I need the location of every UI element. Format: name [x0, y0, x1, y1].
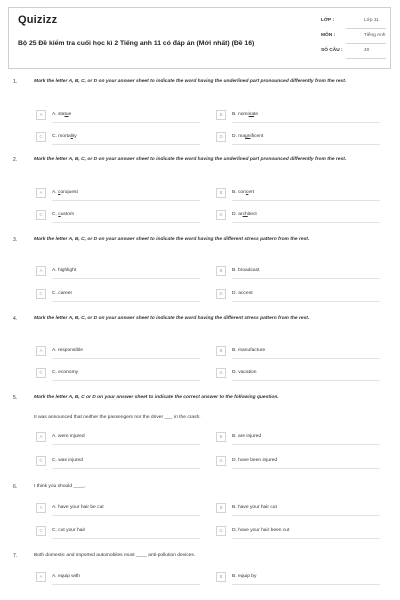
option-text-pre: C. was injured: [52, 458, 83, 463]
option-text-underlined: c: [58, 212, 61, 217]
option-text: [232, 528, 289, 533]
option-letter-box[interactable]: A: [36, 572, 46, 582]
option-text-pre: B. equip by: [232, 574, 257, 579]
option-text: [52, 458, 83, 463]
option-letter-box[interactable]: D: [216, 368, 226, 378]
question-number: 5.: [13, 395, 18, 401]
question-prompt: I think you should ____.: [34, 484, 86, 489]
option-text-pre: C. cut your hair: [52, 528, 86, 533]
question-number: 1.: [13, 79, 18, 85]
option-letter-box[interactable]: B: [216, 266, 226, 276]
option-text-underlined: gn: [245, 134, 251, 139]
option-text: [232, 574, 256, 579]
option-text-post: ty: [72, 134, 77, 139]
option-letter-box[interactable]: A: [36, 266, 46, 276]
option-underline: [52, 358, 200, 359]
option-letter-box[interactable]: B: [216, 432, 226, 442]
meta-divider: [346, 43, 386, 44]
question-prompt: Mark the letter A, B, C, or D on your answer sheet to indicate the word having the underlined part pronounced differently from the rest.: [34, 157, 347, 162]
option-letter-box[interactable]: D: [216, 526, 226, 536]
option-text: [52, 291, 72, 296]
question-prompt: Mark the letter A, B, C, or D on your answer sheet to indicate the word having the different stress pattern from the rest.: [34, 237, 310, 242]
option-underline: [52, 515, 200, 516]
option-letter-box[interactable]: D: [216, 132, 226, 142]
option-text: [232, 505, 277, 510]
option-underline: [232, 122, 380, 123]
option-underline: [52, 538, 200, 539]
option-letter-box[interactable]: C: [36, 210, 46, 220]
option-text: [52, 348, 83, 353]
option-letter-box[interactable]: B: [216, 572, 226, 582]
option-text-post: itect: [247, 212, 257, 217]
question-prompt: Both domestic and imported automobiles must ____ anti-pollution devices.: [34, 553, 196, 558]
option-text-pre: B. manufacture: [232, 348, 266, 353]
option-underline: [232, 301, 380, 302]
option-underline: [232, 584, 380, 585]
option-text-pre: C. morta: [52, 134, 71, 139]
option-text: [232, 134, 263, 139]
meta-subject-label: MÔN :: [321, 33, 336, 38]
option-letter-box[interactable]: C: [36, 368, 46, 378]
option-letter-box[interactable]: C: [36, 526, 46, 536]
option-text-pre: D. ar: [232, 212, 243, 217]
option-text: [52, 268, 76, 273]
option-text-pre: D. vacation: [232, 370, 257, 375]
question-number: 4.: [13, 316, 18, 322]
option-text: [52, 112, 71, 117]
option-text-pre: C. economy: [52, 370, 79, 375]
option-text-post: ificent: [250, 134, 264, 139]
meta-divider: [346, 58, 386, 59]
option-underline: [232, 515, 380, 516]
option-underline: [232, 468, 380, 469]
option-text-pre: D. ma: [232, 134, 246, 139]
option-letter-box[interactable]: A: [36, 110, 46, 120]
option-letter-box[interactable]: C: [36, 456, 46, 466]
option-text-underlined: c: [57, 190, 61, 195]
meta-subject-value: Tiếng Anh: [364, 33, 386, 38]
option-letter-box[interactable]: B: [216, 188, 226, 198]
option-letter-box[interactable]: B: [216, 503, 226, 513]
question-prompt: Mark the letter A, B, C or D on your answer sheet to indicate the correct answer to the following question.: [34, 395, 279, 400]
option-underline: [52, 584, 200, 585]
meta-count-label: SỐ CÂU :: [321, 48, 343, 53]
option-letter-box[interactable]: D: [216, 289, 226, 299]
option-text-pre: C.: [52, 212, 59, 217]
option-text-pre: A. sta: [52, 112, 65, 117]
option-text-pre: A.: [52, 190, 58, 195]
option-text-pre: D. have been injured: [232, 458, 278, 463]
option-underline: [52, 144, 200, 145]
question-sentence: It was announced that neither the passengers nor the driver ___ in the crash.: [34, 415, 201, 420]
option-text: [52, 505, 104, 510]
option-text-pre: B. have your hair cut: [232, 505, 277, 510]
option-text-post: te: [254, 112, 259, 117]
option-underline: [52, 222, 200, 223]
option-text-pre: B. are injured: [232, 434, 262, 439]
option-text: [52, 574, 80, 579]
option-underline: [232, 380, 380, 381]
option-underline: [52, 200, 200, 201]
option-text: [232, 458, 277, 463]
option-text-underlined: c: [245, 190, 249, 195]
option-text: [52, 212, 74, 217]
document-title: Bộ 25 Đề kiểm tra cuối học kì 2 Tiếng anh 11 có đáp án (Mới nhất) (Đề 16): [18, 40, 255, 47]
option-text-post: ustom: [60, 212, 75, 217]
option-text-underlined: ch: [242, 212, 248, 217]
option-text-pre: A. have your hair be cut: [52, 505, 104, 510]
question-number: 6.: [13, 484, 18, 490]
option-text: [232, 212, 257, 217]
option-underline: [232, 538, 380, 539]
option-text-pre: A. responsible: [52, 348, 83, 353]
option-letter-box[interactable]: A: [36, 432, 46, 442]
option-letter-box[interactable]: D: [216, 456, 226, 466]
option-underline: [52, 468, 200, 469]
question-number: 2.: [13, 157, 18, 163]
meta-divider: [346, 28, 386, 29]
option-text-pre: D. have your hair been cut: [232, 528, 290, 533]
option-text-underlined: tu: [64, 112, 69, 117]
option-underline: [232, 222, 380, 223]
option-underline: [52, 122, 200, 123]
option-text-pre: D. accent: [232, 291, 253, 296]
option-letter-box[interactable]: D: [216, 210, 226, 220]
option-text-post: onquest: [60, 190, 78, 195]
option-text-post: e: [68, 112, 72, 117]
option-text: [232, 112, 258, 117]
option-underline: [232, 278, 380, 279]
option-underline: [52, 278, 200, 279]
option-text-pre: B. nomi: [232, 112, 249, 117]
option-text: [232, 348, 265, 353]
option-text-post: ert: [248, 190, 255, 195]
worksheet-header: [8, 7, 391, 69]
option-text-underlined: na: [248, 112, 255, 117]
option-text: [232, 434, 261, 439]
option-letter-box[interactable]: A: [36, 346, 46, 356]
option-text: [52, 190, 78, 195]
option-text: [52, 370, 78, 375]
option-underline: [52, 380, 200, 381]
option-letter-box[interactable]: A: [36, 503, 46, 513]
option-underline: [232, 444, 380, 445]
meta-grade-value: Lớp 11: [364, 18, 379, 23]
option-text-pre: B. broadcast: [232, 268, 260, 273]
option-text-underlined: li: [70, 134, 73, 139]
meta-grade-label: LỚP :: [321, 18, 335, 23]
option-text-pre: B. con: [232, 190, 246, 195]
option-text: [232, 190, 254, 195]
question-number: 7.: [13, 553, 18, 559]
meta-count-value: 40: [364, 48, 370, 53]
option-text: [232, 370, 256, 375]
option-underline: [52, 444, 200, 445]
option-text: [232, 291, 253, 296]
option-underline: [232, 200, 380, 201]
question-prompt: Mark the letter A, B, C, or D on your answer sheet to indicate the word having the different stress pattern from the rest.: [34, 316, 310, 321]
option-underline: [232, 358, 380, 359]
option-text: [52, 134, 77, 139]
option-text-pre: A. were injured: [52, 434, 85, 439]
option-text: [232, 268, 259, 273]
question-number: 3.: [13, 237, 18, 243]
option-text-pre: C. career: [52, 291, 73, 296]
option-underline: [232, 144, 380, 145]
option-letter-box[interactable]: C: [36, 132, 46, 142]
option-text: [52, 434, 85, 439]
option-letter-box[interactable]: C: [36, 289, 46, 299]
option-letter-box[interactable]: B: [216, 346, 226, 356]
question-prompt: Mark the letter A, B, C, or D on your answer sheet to indicate the word having the underlined part pronounced differently from the rest.: [34, 79, 347, 84]
option-text: [52, 528, 85, 533]
option-letter-box[interactable]: B: [216, 110, 226, 120]
option-underline: [52, 301, 200, 302]
quizizz-logo: Quizizz: [18, 14, 58, 26]
option-text-pre: A. equip with: [52, 574, 81, 579]
option-text-pre: A. highlight: [52, 268, 77, 273]
option-letter-box[interactable]: A: [36, 188, 46, 198]
